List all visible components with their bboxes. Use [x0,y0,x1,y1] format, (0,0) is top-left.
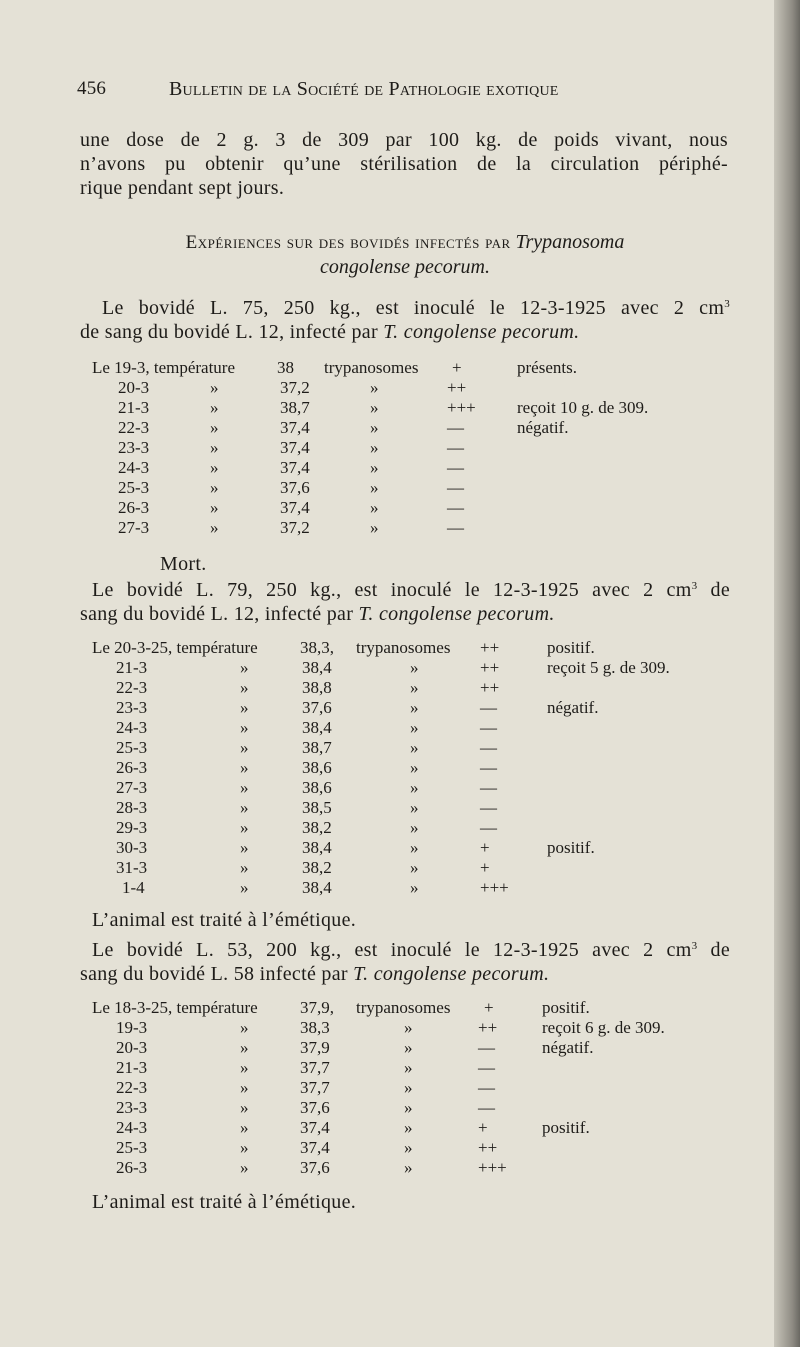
book-page: 456 Bulletin de la Société de Pathologie exotique une dose de 2 g. 3 de 309 par 100 kg. de poids vivant, nous n’avons pu obtenir qu’une stérilisation de la circulation périphé- rique pendant sept jours. Expériences sur des bovidés infectés par Trypanosoma congolense pecorum. Le bovidé L. 75, 250 kg., est inoculé le 12-3-1925 avec 2 $cm^3$ de sang du bovidé L. 12, infecté par T. congolense pecorum. Le 19-3, température 38 trypanosomes + présents. 20-3 » 37,2 » ++ 21-3 » 38,7 » +++ reçoit 10 g. de 309. 22-3 » 37,4 » — négatif. 23-3 » 37,4 » — 24-3 » 37,4 » — 25-3 » 37,6 » — 26-3 » 37,4 » — 27-3 » 37,2 » — Mort. Le bovidé L. 79, 250 kg., est inoculé le 12-3-1925 avec 2 $cm^3$ de sang du bovidé L. 12, infecté par T. congolense pecorum. Le 20-3-25, température 38,3, trypanosomes ++ positif. 21-3 » 38,4 » ++ reçoit 5 g. de 309. 22-3 » 38,8 » ++ 23-3 » 37,6 » — négatif. 24-3 » 38,4 » — 25-3 » 38,7 » — 26-3 » 38,6 » — 27-3 » 38,6 » — 28-3 » 38,5 » — 29-3 » 38,2 » — 30-3 » 38,4 » + positif. 31-3 » 38,2 » + 1-4 » 38,4 » +++ L’animal est traité à l’émétique. Le bovidé L. 53, 200 kg., est inoculé le 12-3-1925 avec 2 $cm^3$ de sang du bovidé L. 58 infecté par T. congolense pecorum. Le 18-3-25, température 37,9, trypanosomes + positif. 19-3 » 38,3 » ++ reçoit 6 g. de 309. 20-3 » 37,9 » — négatif. 21-3 » 37,7 » — 22-3 » 37,7 » — 23-3 » 37,6 » — 24-3 » 37,4 » + positif. 25-3 » 37,4 » ++ 26-3 » 37,6 » +++ L’animal est traité à l’émétique. [0,0,800,1347]
journal-title: Bulletin de la Société de Pathologie exotique [169,78,559,100]
section-heading [80,230,730,279]
exp2-result: L’animal est traité à l’émétique. [92,909,357,931]
exp2-line-2: sang du bovidé L. 12, infecté par T. congolense pecorum. [80,603,555,625]
page-number: 456 [77,78,107,99]
exp3-line-2: sang du bovidé L. 58 infecté par T. congolense pecorum. [80,963,550,985]
section-heading-italic-1: Trypanosoma [515,231,625,253]
intro-line-1: une dose de 2 g. 3 de 309 par 100 kg. de poids vivant, nous [80,129,728,151]
intro-line-3: rique pendant sept jours. [80,177,285,199]
exp3-line-1: Le bovidé L. 53, 200 kg., est inoculé le 12-3-1925 avec 2 $cm^3$ de [92,939,730,961]
section-heading-italic-2: congolense pecorum. [320,256,490,278]
exp1-line-2: de sang du bovidé L. 12, infecté par T. congolense pecorum. [80,321,580,343]
exp2-line-1: Le bovidé L. 79, 250 kg., est inoculé le 12-3-1925 avec 2 $cm^3$ de [92,579,730,601]
exp3-result: L’animal est traité à l’émétique. [92,1191,357,1213]
intro-line-2: n’avons pu obtenir qu’une stérilisation de la circulation périphé- [80,153,728,175]
page-edge-shadow [774,0,800,1347]
exp1-line-1: Le bovidé L. 75, 250 kg., est inoculé le 12-3-1925 avec 2 $cm^3$ [102,297,730,319]
exp1-result: Mort. [160,553,207,575]
section-heading-caps: Expériences sur des bovidés infectés par [185,232,511,253]
